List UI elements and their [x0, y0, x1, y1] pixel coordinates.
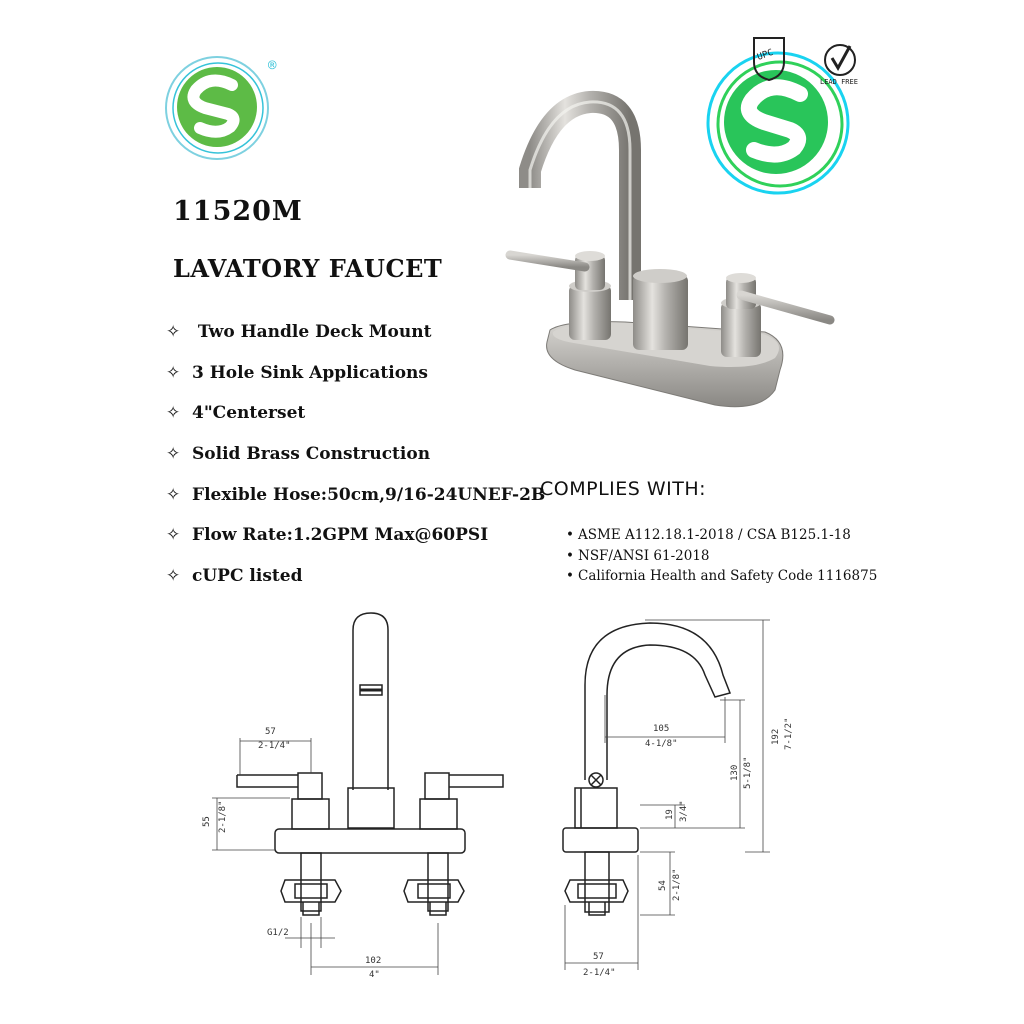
star-bullet-icon: ✧ [166, 525, 181, 546]
brand-logo [160, 52, 290, 164]
svg-text:UPC: UPC [756, 47, 775, 63]
front-view-drawing [195, 605, 515, 1020]
svg-text:5-1/8": 5-1/8" [743, 756, 753, 789]
star-bullet-icon: ✧ [166, 322, 181, 343]
star-bullet-icon: ✧ [166, 484, 181, 505]
registered-mark: ® [268, 58, 277, 74]
compliance-item [566, 568, 877, 589]
svg-text:19: 19 [665, 809, 675, 820]
feature-text: 4"Centerset [192, 403, 306, 424]
complies-heading: COMPLIES WITH: [540, 478, 707, 500]
svg-text:2-1/4": 2-1/4" [258, 741, 291, 751]
feature-item [166, 434, 545, 475]
model-number: 11520M [173, 196, 303, 227]
product-title: LAVATORY FAUCET [173, 254, 443, 283]
feature-item [166, 353, 545, 394]
compliance-item [566, 548, 877, 569]
svg-text:57: 57 [593, 952, 604, 962]
compliance-text: California Health and Safety Code 1116875 [578, 568, 878, 584]
compliance-text: ASME A112.18.1-2018 / CSA B125.1-18 [578, 527, 851, 543]
compliance-list [566, 527, 877, 589]
svg-text:7-1/2": 7-1/2" [784, 717, 794, 750]
side-view-drawing [545, 605, 805, 1020]
feature-list [166, 312, 545, 596]
svg-text:LEAD FREE: LEAD FREE [820, 78, 858, 86]
feature-text: Two Handle Deck Mount [192, 322, 432, 343]
feature-item [166, 556, 545, 597]
svg-text:3/4": 3/4" [679, 800, 689, 822]
dot-bullet-icon: • [566, 568, 574, 584]
star-bullet-icon: ✧ [166, 565, 181, 586]
feature-item [166, 474, 545, 515]
svg-text:105: 105 [653, 724, 670, 734]
svg-text:192: 192 [771, 728, 781, 745]
svg-text:G1/2: G1/2 [267, 928, 289, 938]
svg-text:102: 102 [365, 956, 382, 966]
feature-text: cUPC listed [192, 565, 303, 586]
upc-certification-icon [746, 34, 792, 84]
feature-text: Flexible Hose:50cm,9/16-24UNEF-2B [192, 484, 546, 505]
svg-text:54: 54 [658, 880, 668, 891]
svg-text:4": 4" [369, 970, 380, 980]
svg-text:2-1/4": 2-1/4" [583, 968, 616, 978]
star-bullet-icon: ✧ [166, 362, 181, 383]
svg-text:4-1/8": 4-1/8" [645, 739, 678, 749]
svg-text:57: 57 [265, 727, 276, 737]
svg-text:2-1/8": 2-1/8" [672, 868, 682, 901]
feature-text: 3 Hole Sink Applications [192, 362, 428, 383]
dot-bullet-icon: • [566, 547, 574, 564]
dot-bullet-icon: • [566, 527, 574, 543]
svg-text:130: 130 [730, 764, 740, 781]
svg-text:55: 55 [202, 816, 212, 827]
feature-text: Flow Rate:1.2GPM Max@60PSI [192, 525, 489, 546]
compliance-text: NSF/ANSI 61-2018 [578, 547, 710, 564]
star-bullet-icon: ✧ [166, 403, 181, 424]
feature-item [166, 312, 545, 353]
star-bullet-icon: ✧ [166, 444, 181, 465]
lead-free-icon [818, 40, 862, 86]
feature-item [166, 515, 545, 556]
svg-text:2-1/8": 2-1/8" [218, 800, 228, 833]
compliance-item [566, 527, 877, 548]
feature-item [166, 393, 545, 434]
feature-text: Solid Brass Construction [192, 444, 431, 465]
